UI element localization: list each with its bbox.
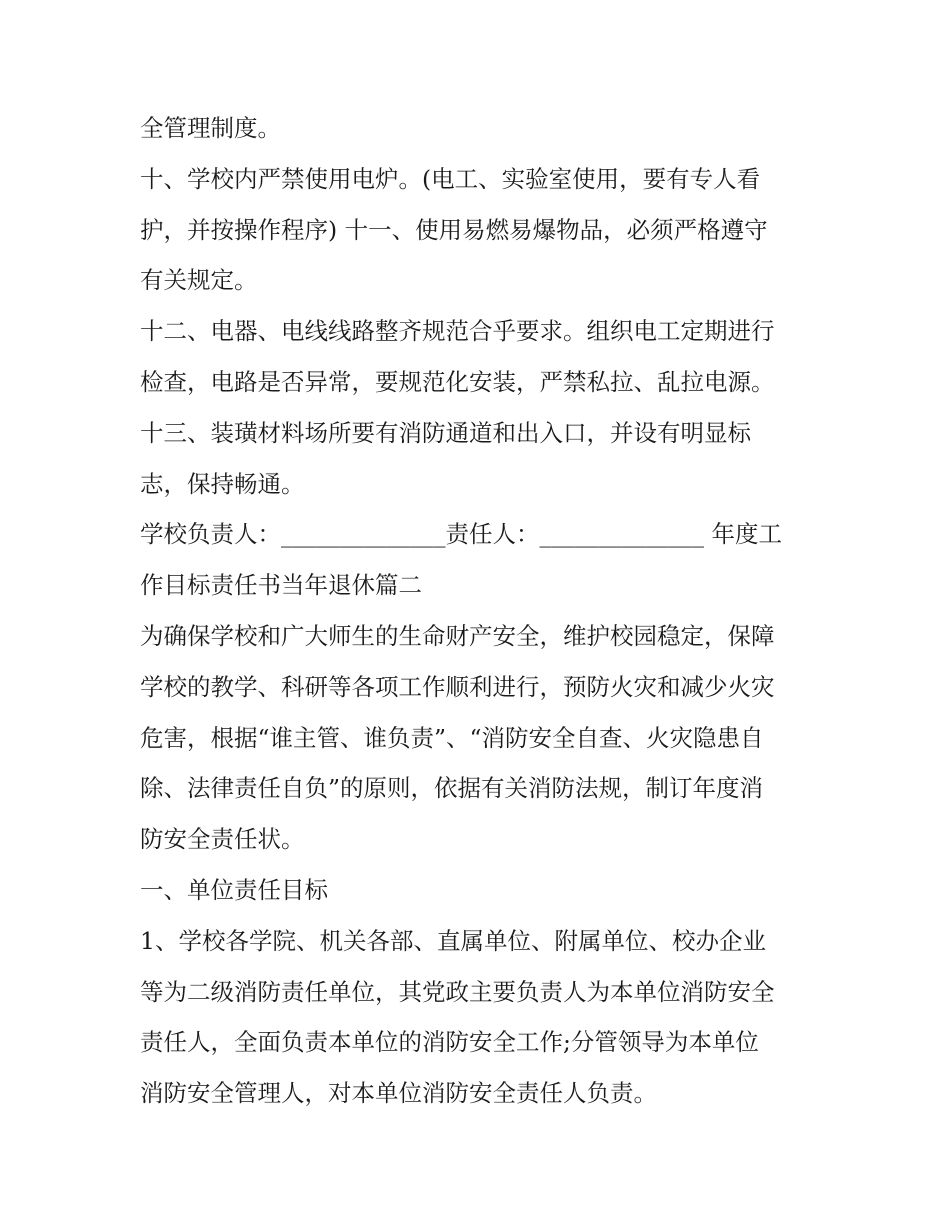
text-line: 检查，电路是否异常，要规范化安装，严禁私拉、乱拉电源。 [140, 367, 775, 396]
text-line: 有关规定。 [140, 266, 258, 295]
section-title: 作目标责任书当年退休篇二 [140, 571, 422, 600]
text-line: 全管理制度。 [140, 114, 281, 142]
text-line: 责任人，全面负责本单位的消防安全工作;分管领导为本单位 [140, 1028, 759, 1057]
text-line: 等为二级消防责任单位，其党政主要负责人为本单位消防安全 [140, 977, 775, 1006]
text-line: 1、学校各学院、机关各部、直属单位、附属单位、校办企业 [140, 926, 766, 955]
signature-line: 学校负责人：______________责任人：______________ 年度工 [140, 520, 782, 549]
text-line: 护，并按操作程序) 十一、使用易燃易爆物品，必须严格遵守 [140, 215, 768, 244]
text-line: 危害，根据“谁主管、谁负责”、“消防安全自查、火灾隐患自 [140, 723, 764, 752]
text-line: 消防安全管理人，对本单位消防安全责任人负责。 [140, 1079, 657, 1108]
text-line: 除、法律责任自负”的原则，依据有关消防法规，制订年度消 [140, 774, 764, 803]
text-line: 十二、电器、电线线路整齐规范合乎要求。组织电工定期进行 [140, 317, 775, 346]
text-line: 十三、装璜材料场所要有消防通道和出入口，并设有明显标 [140, 418, 751, 447]
text-line: 志，保持畅通。 [140, 469, 305, 498]
text-line: 防安全责任状。 [140, 825, 305, 854]
text-line: 为确保学校和广大师生的生命财产安全，维护校园稳定，保障 [140, 621, 775, 650]
document-body [140, 103, 820, 1119]
text-line: 学校的教学、科研等各项工作顺利进行，预防火灾和减少火灾 [140, 672, 775, 701]
section-heading: 一、单位责任目标 [140, 875, 328, 904]
text-line: 十、学校内严禁使用电炉。(电工、实验室使用，要有专人看 [140, 164, 761, 193]
